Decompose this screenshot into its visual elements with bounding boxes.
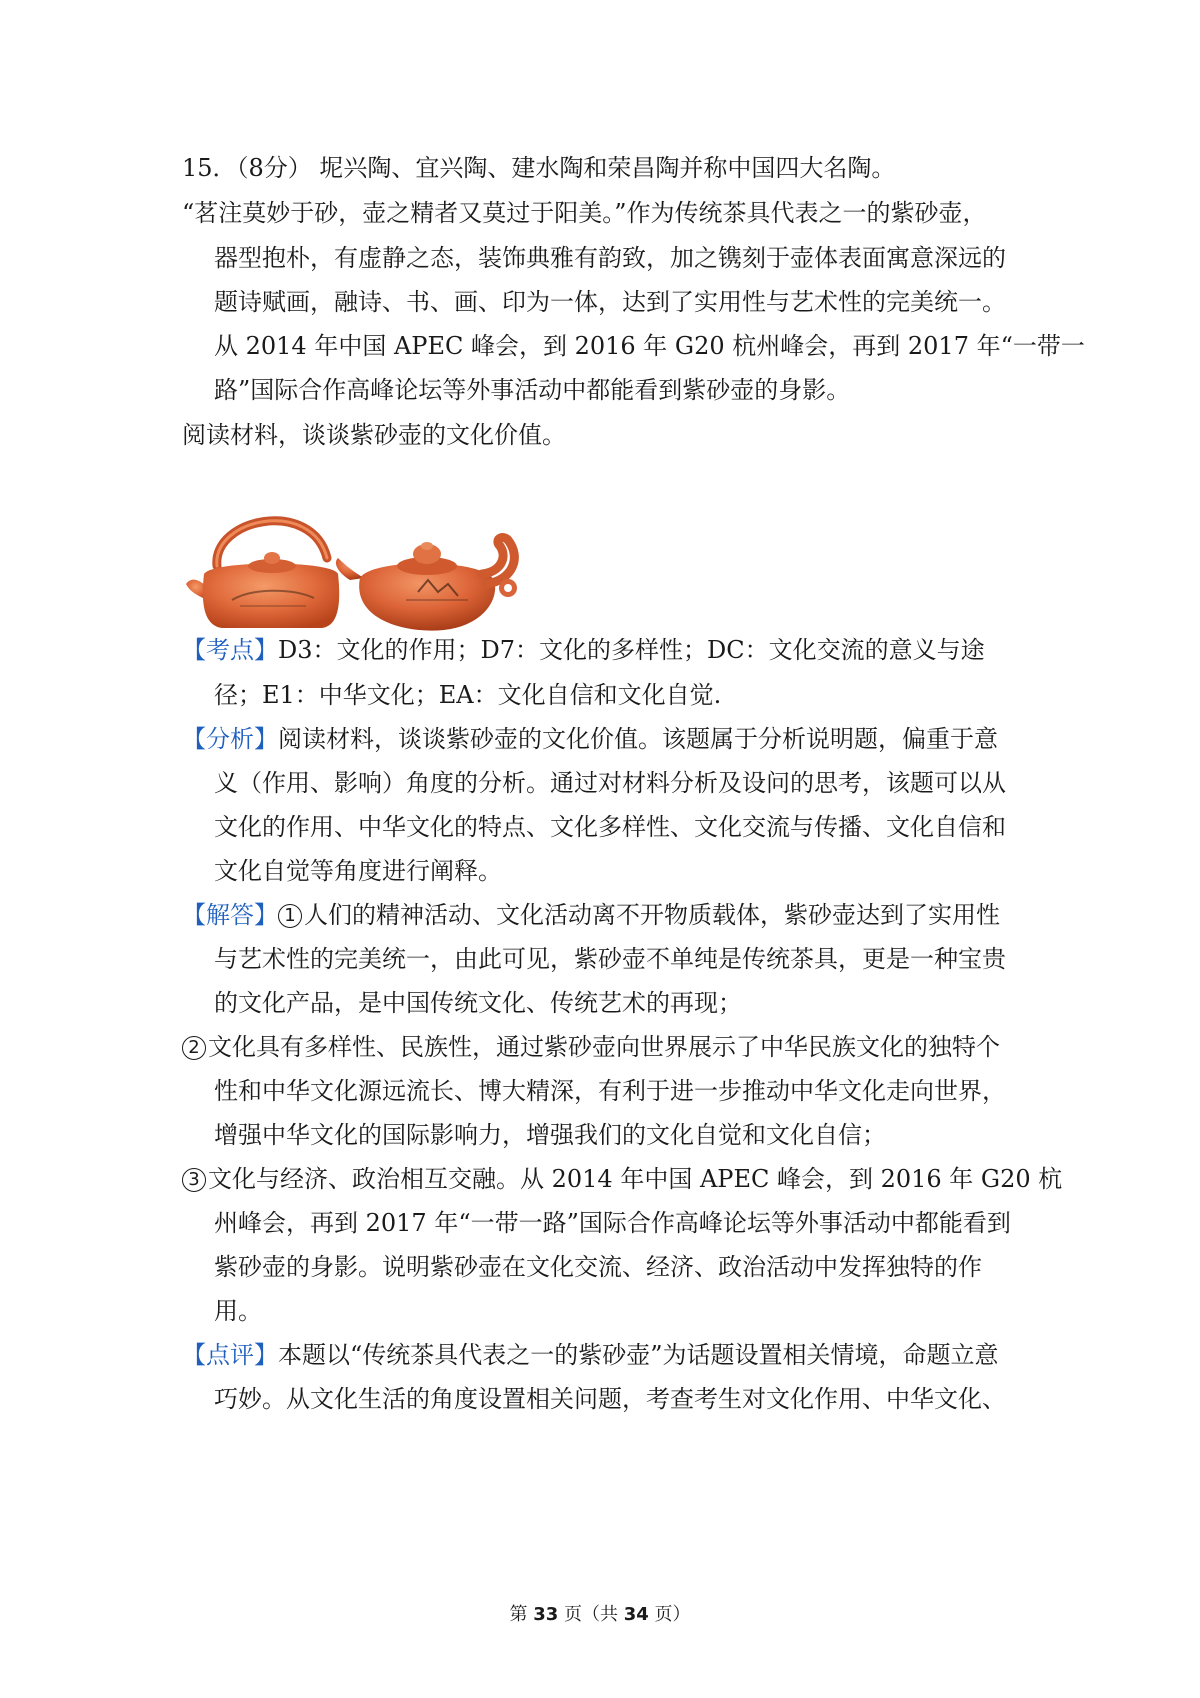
question-line-5: 路”国际合作高峰论坛等外事活动中都能看到紫砂壶的身影。 (214, 376, 851, 404)
fenxi-tag: 【分析】 (182, 725, 278, 753)
jieda-tag: 【解答】 (182, 901, 278, 929)
circled-number-2: 2 (182, 1036, 206, 1060)
question-line-1: “茗注莫妙于砂，壶之精者又莫过于阳美。”作为传统茶具代表之一的紫砂壶， (182, 199, 987, 227)
kaodian-text-1: D3：文化的作用；D7：文化的多样性；DC：文化交流的意义与途 (278, 636, 985, 664)
jieda-p3-line-1 (182, 1163, 1062, 1195)
jieda-p2-line-2: 性和中华文化源远流长、博大精深，有利于进一步推动中华文化走向世界， (214, 1077, 1006, 1105)
jieda-line-1 (182, 899, 1000, 931)
footer-middle: 页（共 (564, 1604, 618, 1625)
fenxi-text-1: 阅读材料，谈谈紫砂壶的文化价值。该题属于分析说明题，偏重于意 (278, 725, 998, 753)
fenxi-line-1 (182, 723, 998, 755)
teapot-image (182, 488, 532, 636)
kaodian-tag: 【考点】 (182, 636, 278, 664)
kaodian-line-2: 径；E1：中华文化；EA：文化自信和文化自觉. (214, 681, 722, 709)
jieda-p2-line-1 (182, 1031, 1000, 1063)
jieda-p1-text-1: 人们的精神活动、文化活动离不开物质载体，紫砂壶达到了实用性 (304, 901, 1000, 929)
footer-page-number: 33 (533, 1604, 559, 1625)
jieda-p1-line-3: 的文化产品，是中国传统文化、传统艺术的再现； (214, 989, 742, 1017)
question-line-2: 器型抱朴，有虚静之态，装饰典雅有韵致，加之镌刻于壶体表面寓意深远的 (214, 244, 1006, 272)
jieda-p3-line-2: 州峰会，再到 2017 年“一带一路”国际合作高峰论坛等外事活动中都能看到 (214, 1209, 1011, 1237)
kaodian-line-1 (182, 634, 985, 666)
footer-suffix: 页） (654, 1604, 691, 1625)
teapot-icon (186, 521, 339, 628)
circled-number-3: 3 (182, 1168, 206, 1192)
page-footer (0, 1600, 1200, 1626)
footer-prefix: 第 (509, 1604, 528, 1625)
footer-total-pages: 34 (623, 1604, 649, 1625)
dianping-text-1: 本题以“传统茶具代表之一的紫砂壶”为话题设置相关情境，命题立意 (278, 1341, 999, 1369)
question-prompt: 阅读材料，谈谈紫砂壶的文化价值。 (182, 421, 566, 449)
jieda-p3-line-4: 用。 (214, 1297, 262, 1325)
jieda-p3-line-3: 紫砂壶的身影。说明紫砂壶在文化交流、经济、政治活动中发挥独特的作 (214, 1253, 982, 1281)
dianping-line-2: 巧妙。从文化生活的角度设置相关问题，考查考生对文化作用、中华文化、 (214, 1385, 1006, 1413)
jieda-p2-line-3: 增强中华文化的国际影响力，增强我们的文化自觉和文化自信； (214, 1121, 886, 1149)
fenxi-line-4: 文化自觉等角度进行阐释。 (214, 857, 502, 885)
jieda-p1-line-2: 与艺术性的完美统一，由此可见，紫砂壶不单纯是传统茶具，更是一种宝贵 (214, 945, 1006, 973)
question-line-4: 从 2014 年中国 APEC 峰会，到 2016 年 G20 杭州峰会，再到 2017 年“一带一 (214, 332, 1085, 360)
fenxi-line-2: 义（作用、影响）角度的分析。通过对材料分析及设问的思考，该题可以从 (214, 769, 1006, 797)
circled-number-1: 1 (278, 904, 302, 928)
teapot-icon (336, 538, 517, 631)
question-header: 15．（8分） 坭兴陶、宜兴陶、建水陶和荣昌陶并称中国四大名陶。 (182, 154, 896, 182)
dianping-line-1 (182, 1339, 999, 1371)
dianping-tag: 【点评】 (182, 1341, 278, 1369)
jieda-p2-text-1: 文化具有多样性、民族性，通过紫砂壶向世界展示了中华民族文化的独特个 (208, 1033, 1000, 1061)
question-line-3: 题诗赋画，融诗、书、画、印为一体，达到了实用性与艺术性的完美统一。 (214, 288, 1006, 316)
fenxi-line-3: 文化的作用、中华文化的特点、文化多样性、文化交流与传播、文化自信和 (214, 813, 1006, 841)
jieda-p3-text-1: 文化与经济、政治相互交融。从 2014 年中国 APEC 峰会，到 2016 年 G20 杭 (208, 1165, 1063, 1193)
